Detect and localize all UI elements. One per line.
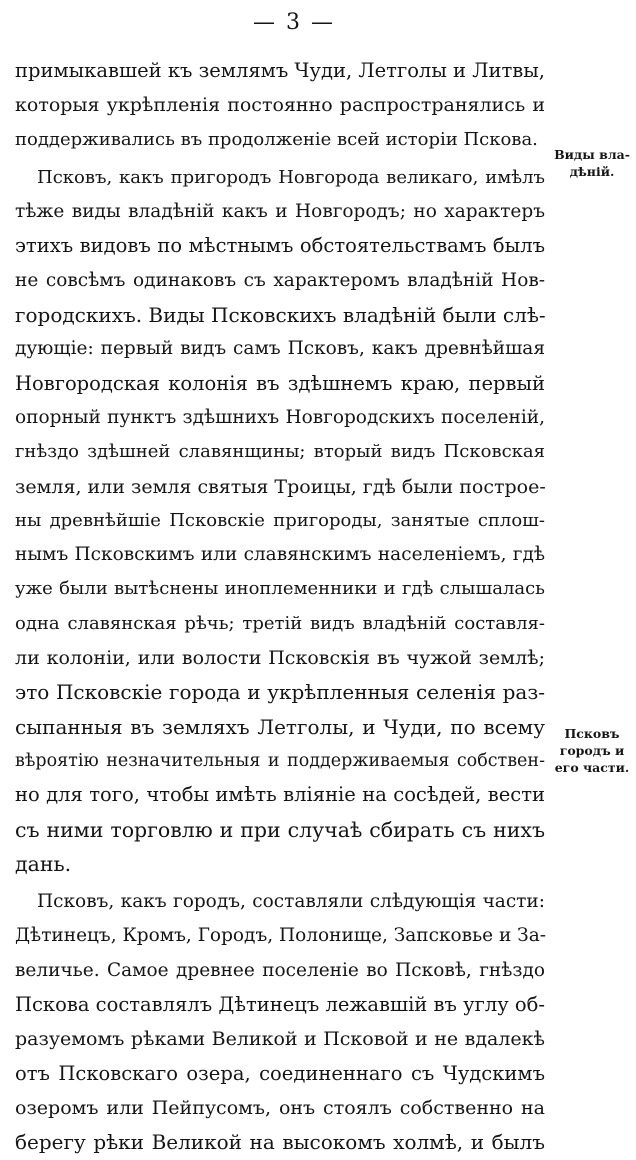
text-line: гнѣздо здѣшней славянщины; вторый видъ Псковская	[15, 441, 545, 463]
text-line: отъ Псковскаго озера, соединеннаго съ Чудскимъ	[15, 1061, 545, 1085]
text-line: вѣроятію незначительныя и поддерживаемыя собствен-	[15, 750, 545, 771]
text-line: Пскова составлялъ Дѣтинецъ лежавшій въ углу об-	[15, 993, 545, 1017]
paragraph-3	[15, 885, 545, 1159]
paragraph-2	[15, 161, 545, 881]
text-line: опорный пунктъ здѣшнихъ Новгородскихъ поселеній,	[15, 406, 545, 428]
text-line: Псковъ, какъ пригородъ Новгорода великаго, имѣлъ	[37, 166, 545, 188]
text-line: которыя укрѣпленія постоянно распространялись и	[15, 94, 545, 117]
margin-note-viewy-vladeniy	[550, 146, 634, 180]
page-number: — 3 —	[253, 10, 335, 35]
text-line: городскихъ. Виды Псковскихъ владѣній были слѣ-	[15, 303, 546, 328]
text-line: Псковъ, какъ городъ, составляли слѣдующія части:	[37, 891, 545, 913]
margin-note-line: его части.	[554, 760, 630, 775]
text-line: но для того, чтобы имѣть вліяніе на сосѣдей, вести	[15, 783, 545, 807]
text-line: берегу рѣки Великой на высокомъ холмѣ, и былъ	[15, 1130, 545, 1155]
text-line: Новгородская колонія въ здѣшнемъ краю, первый	[15, 371, 545, 395]
text-line: величье. Самое древнее поселеніе во Псковѣ, гнѣздо	[15, 959, 545, 981]
text-line: сыпанныя въ земляхъ Летголы, и Чуди, по всему	[15, 714, 545, 739]
text-line: ли колоніи, или волости Псковскія въ чужой землѣ;	[15, 647, 545, 670]
margin-note-line: дѣній.	[569, 164, 615, 179]
text-line: озеромъ или Пейпусомъ, онъ стоялъ собственно на	[15, 1096, 545, 1119]
margin-note-line: Псковъ	[564, 726, 620, 741]
body-text	[15, 54, 545, 1160]
text-line: примыкавшей къ землямъ Чуди, Летголы и Литвы,	[15, 59, 545, 82]
margin-note-line: городъ и	[559, 743, 625, 758]
text-line: Дѣтинецъ, Кромъ, Городъ, Полонище, Запсковье и За-	[15, 925, 546, 947]
text-line: одна славянская рѣчь; третій видъ владѣній составля-	[15, 612, 545, 634]
text-line: этихъ видовъ по мѣстнымъ обстоятельствамъ былъ	[15, 234, 545, 258]
text-line: уже были вытѣснены иноплеменники и гдѣ слышалась	[15, 578, 545, 600]
text-line: разуемомъ рѣками Великой и Псковой и не вдалекѣ	[15, 1028, 545, 1051]
text-line: съ ними торговлю и при случаѣ сбирать съ нихъ	[15, 817, 545, 842]
text-line: поддерживались въ продолженіе всей исторіи Пскова.	[15, 128, 538, 150]
text-line: ны древнѣйшіе Псковскіе пригороды, занятые сплош-	[15, 509, 545, 531]
text-line: не совсѣмъ одинаковъ съ характеромъ владѣній Нов-	[15, 269, 545, 291]
text-line: земля, или земля святыя Троицы, гдѣ были построе-	[15, 475, 546, 498]
margin-note-line: Виды вла-	[554, 147, 630, 162]
text-line: тѣже виды владѣній какъ и Новгородъ; но характеръ	[15, 201, 545, 223]
text-line: это Псковскіе города и укрѣпленныя селенія раз-	[15, 680, 545, 705]
paragraph-1	[15, 54, 545, 157]
text-line: дующіе: первый видъ самъ Псковъ, какъ древнѣйшая	[15, 338, 545, 360]
text-line: дань.	[15, 851, 72, 876]
margin-note-pskov-gorod	[550, 725, 634, 776]
text-line: нымъ Псковскимъ или славянскимъ населеніемъ, гдѣ	[15, 544, 545, 566]
